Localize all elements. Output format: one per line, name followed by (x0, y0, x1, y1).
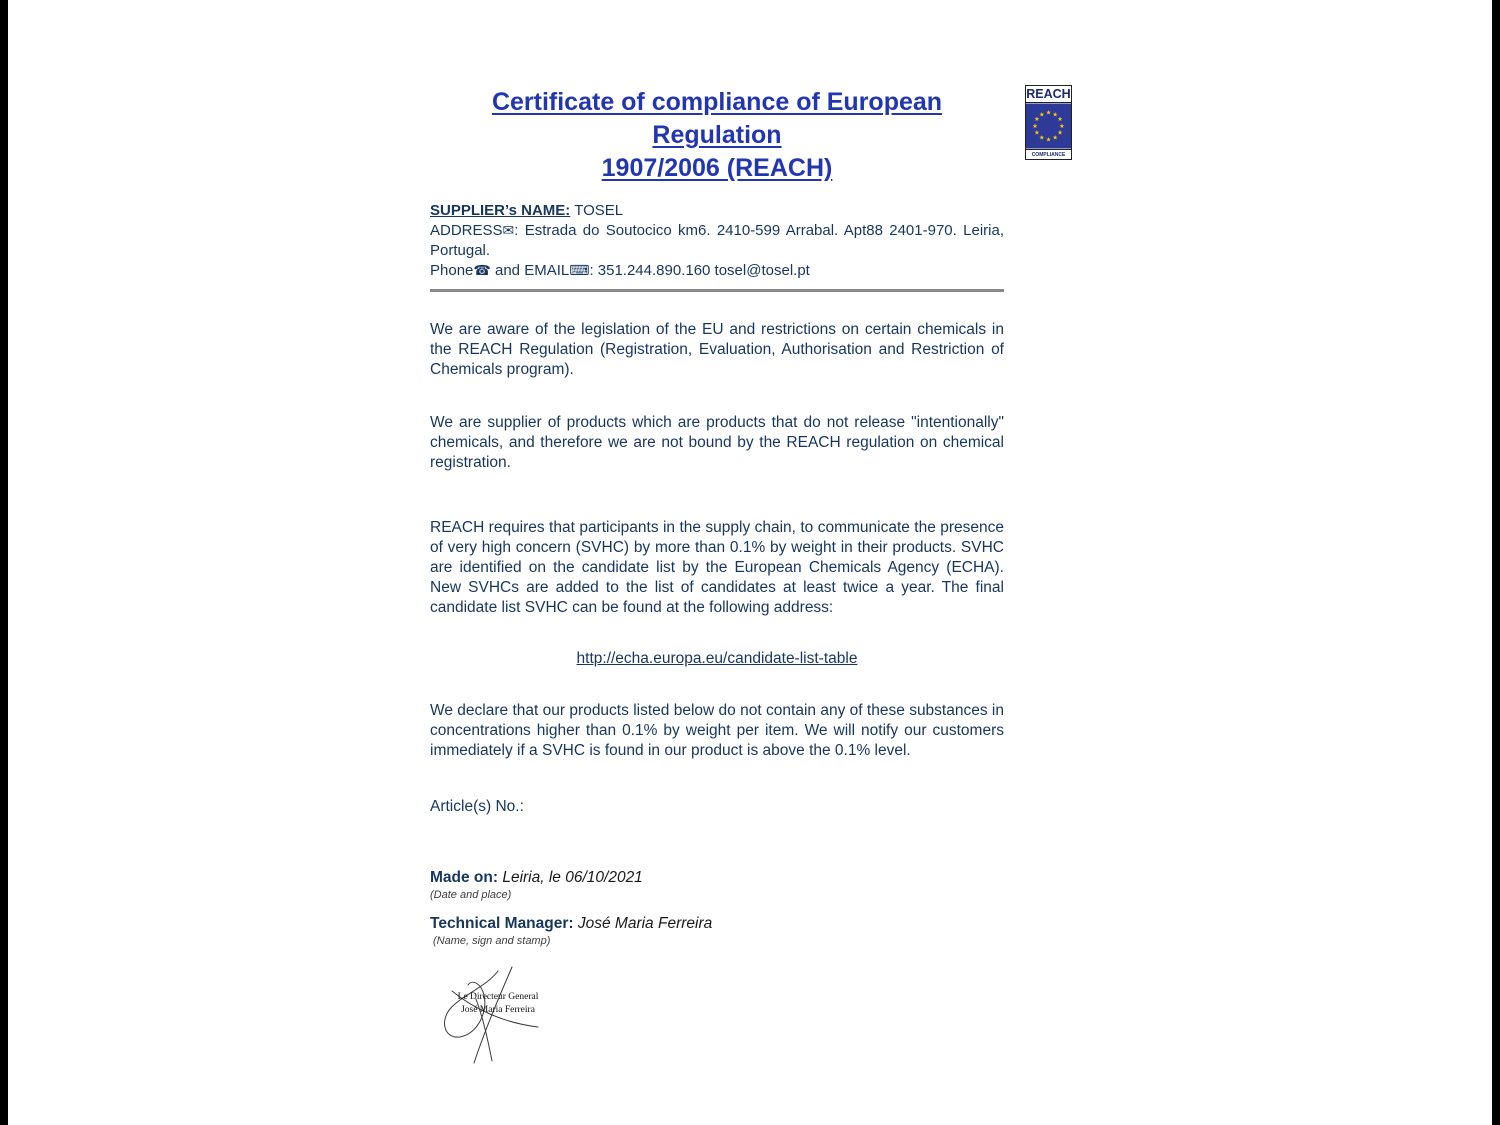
svg-text:★: ★ (1034, 129, 1040, 137)
svg-text:★: ★ (1052, 134, 1058, 142)
candidate-list-link[interactable]: http://echa.europa.eu/candidate-list-table (576, 650, 858, 667)
svg-text:★: ★ (1057, 116, 1063, 124)
email-label: and EMAIL (490, 262, 570, 279)
svg-text:★: ★ (1052, 111, 1058, 119)
scan-edge-left (0, 0, 8, 1125)
envelope-icon: ✉ (502, 223, 515, 239)
svg-text:★: ★ (1045, 136, 1052, 144)
technical-manager-line (430, 915, 1004, 933)
document-title (430, 86, 1004, 185)
svg-text:★: ★ (1032, 122, 1038, 130)
scan-edge-right (1492, 0, 1500, 1125)
svg-text:★: ★ (1039, 134, 1045, 142)
eu-stars-flag-icon (1025, 102, 1072, 149)
supplier-contact-line (430, 261, 1004, 281)
made-on-label: Made on: (430, 869, 499, 886)
contact-value: : 351.244.890.160 tosel@tosel.pt (589, 262, 810, 279)
signature-text (452, 991, 544, 1017)
svg-text:★: ★ (1059, 122, 1065, 130)
phone-label: Phone (430, 262, 474, 279)
title-line-1: Certificate of compliance of European Regulation (491, 88, 943, 149)
signature-block (434, 965, 584, 1065)
date-place-note: (Date and place) (430, 889, 512, 901)
reach-compliance-logo (1025, 85, 1072, 160)
document-content (430, 86, 1004, 1065)
made-on-value: Leiria, le 06/10/2021 (498, 869, 643, 886)
title-line-2: 1907/2006 (REACH) (601, 154, 833, 182)
supplier-address-line (430, 221, 1004, 261)
supplier-name-line (430, 201, 1004, 221)
made-on-line (430, 869, 1004, 887)
name-sign-stamp-note: (Name, sign and stamp) (433, 935, 551, 947)
technical-manager-value: José Maria Ferreira (573, 915, 713, 932)
section-divider (430, 289, 1004, 292)
paragraph-reach-requirements: REACH requires that participants in the supply chain, to communicate the presence of very high concern (SVHC) by more than 0.1% by weight in their products. SVHC are identified on the candidate list by the European Chemicals Agency (ECHA). New SVHCs are added to the list of candidates at least twice a year. The final candidate list SVHC can be found at the following address: (430, 519, 1004, 616)
signature-line-1: Le Directeur General (457, 992, 539, 1002)
signature-line-2: José Maria Ferreira (461, 1005, 535, 1015)
technical-manager-label: Technical Manager: (430, 915, 574, 932)
paragraph-awareness: We are aware of the legislation of the EU and restrictions on certain chemicals in the REACH Regulation (Registration, Evaluation, Authorisation and Restriction of Chemicals program). (430, 321, 1004, 378)
svg-text:★: ★ (1034, 116, 1040, 124)
paragraph-declaration: We declare that our products listed below do not contain any of these substances in concentrations higher than 0.1% by weight per item. We will notify our customers immediately if a SVHC is found in our product is above the 0.1% level. (430, 702, 1004, 759)
articles-label: Article(s) No.: (430, 798, 524, 815)
address-label: ADDRESS (430, 222, 503, 239)
svg-text:★: ★ (1057, 129, 1063, 137)
paragraph-supplier-statement: We are supplier of products which are products that do not release "intentionally" chemicals, and therefore we are not bound by the REACH regulation on chemical registration. (430, 414, 1004, 471)
svg-text:★: ★ (1045, 109, 1052, 117)
phone-icon: ☎ (473, 263, 491, 279)
address-value: : Estrada do Soutocico km6. 2410-599 Arrabal. Apt88 2401-970. Leiria, Portugal. (430, 222, 1004, 259)
svg-text:★: ★ (1039, 111, 1045, 119)
candidate-list-link-wrap (430, 650, 1004, 668)
reach-logo-title: REACH (1026, 87, 1071, 101)
email-icon: ⌨ (569, 263, 590, 279)
reach-logo-compliance-label: COMPLIANCE (1025, 149, 1072, 160)
supplier-name-value: TOSEL (570, 202, 624, 219)
supplier-name-label: SUPPLIER’s NAME: (430, 202, 571, 219)
